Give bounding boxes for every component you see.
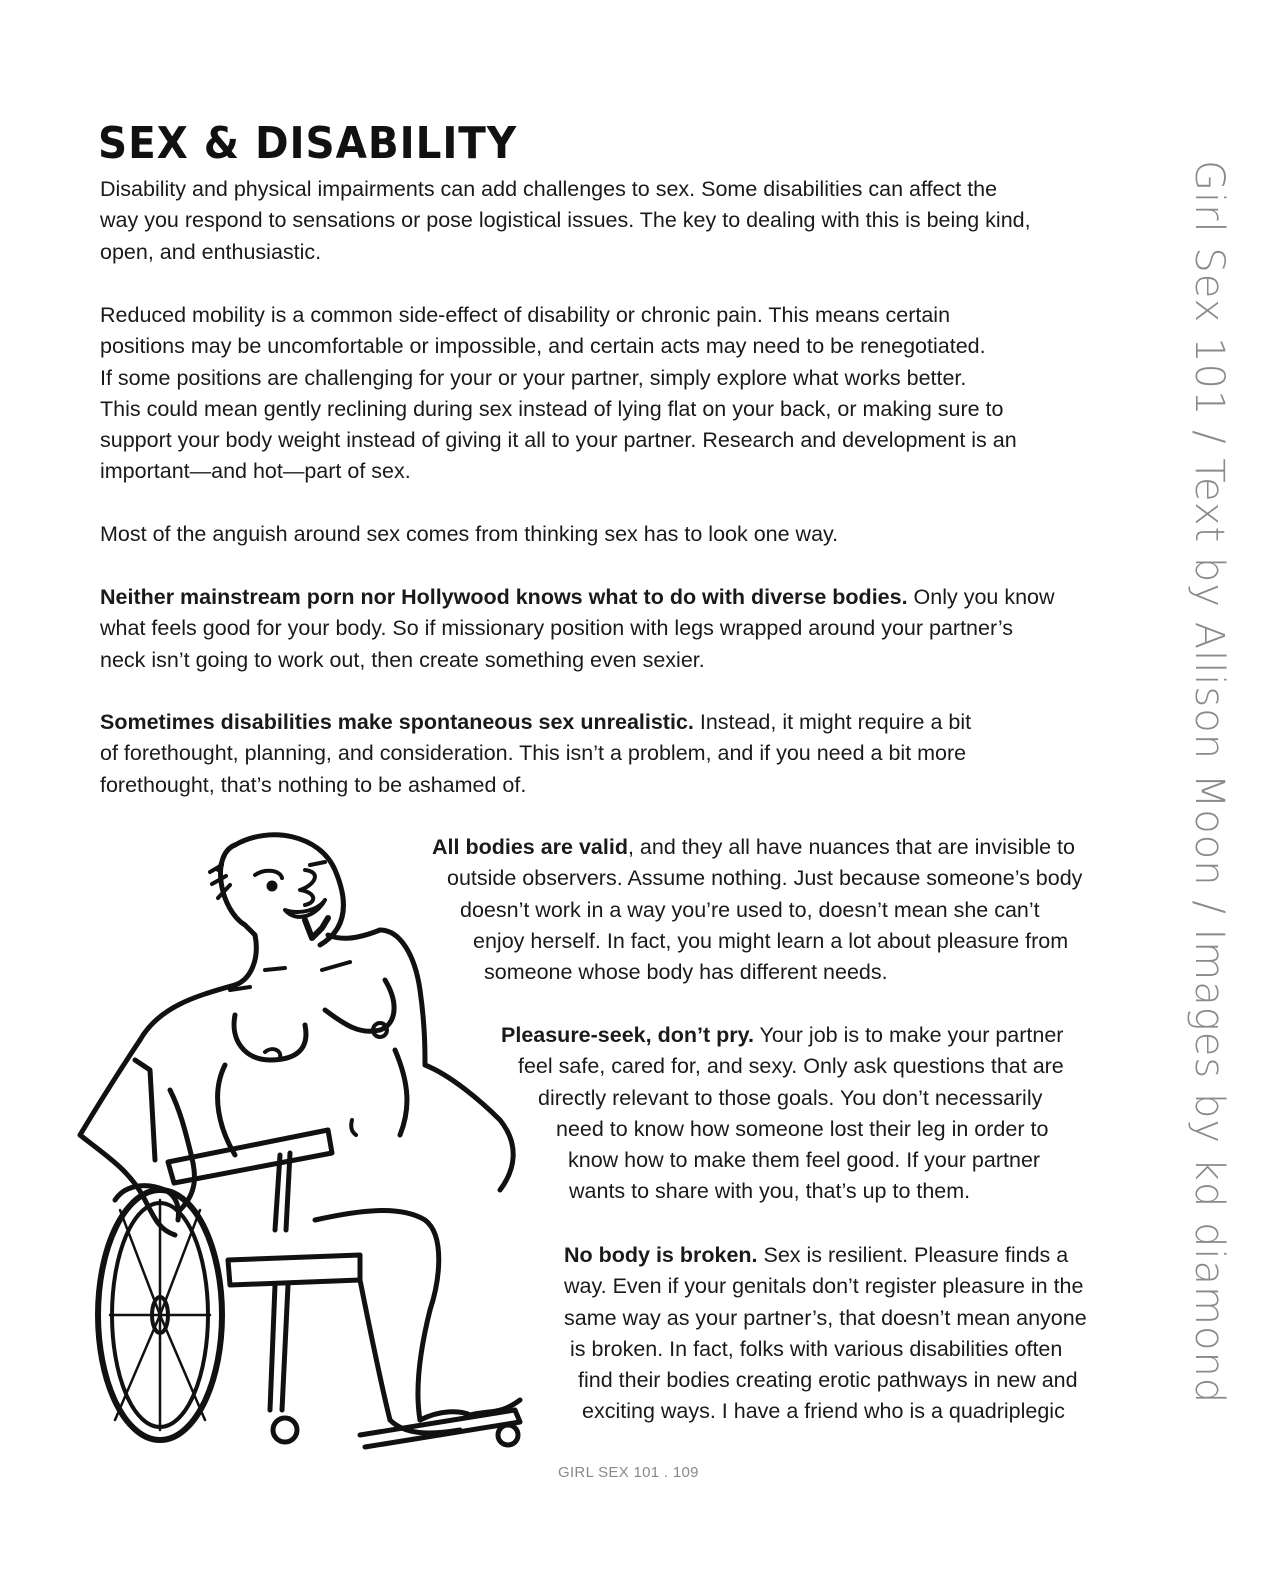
text-line: is broken. In fact, folks with various disabilities often	[570, 1336, 1063, 1361]
bold-lead: Pleasure-seek, don’t pry.	[501, 1023, 754, 1047]
text-line: Disability and physical impairments can add challenges to sex. Some disabilities can affect the	[100, 177, 998, 201]
text-line	[100, 582, 1160, 613]
text-line: If some positions are challenging for your or your partner, simply explore what works better.	[100, 365, 967, 390]
text-line: exciting ways. I have a friend who is a quadriplegic	[582, 1399, 1065, 1424]
text-line: doesn’t work in a way you’re used to, doesn’t mean she can’t	[460, 897, 1040, 922]
shoulder-right	[380, 930, 425, 1065]
text-line: outside observers. Assume nothing. Just because someone’s body	[447, 866, 1083, 891]
text-line: what feels good for your body. So if missionary position with legs wrapped around your partner’s	[100, 616, 1014, 641]
text-line: way. Even if your genitals don’t register pleasure in the	[564, 1274, 1084, 1299]
mouth	[285, 900, 325, 917]
text-line: way you respond to sensations or pose logistical issues. The key to dealing with this is being kind,	[100, 208, 1031, 233]
bold-lead: Sometimes disabilities make spontaneous sex unrealistic.	[100, 710, 694, 734]
navel	[351, 1120, 356, 1135]
lead-rest: Instead, it might require a bit	[693, 710, 972, 734]
text-line: know how to make them feel good. If your partner	[568, 1148, 1041, 1173]
collarbone-left	[265, 968, 285, 970]
shoulder-left	[140, 985, 235, 1040]
paragraph-anguish	[100, 519, 1160, 550]
caster-wheel-right	[498, 1425, 518, 1445]
bold-lead: All bodies are valid	[432, 835, 628, 859]
shin	[360, 1280, 430, 1420]
text-line: need to know how someone lost their leg in order to	[556, 1116, 1049, 1141]
paragraph-mobility	[100, 300, 1160, 488]
lead-rest: Only you know	[907, 585, 1055, 609]
arm-right	[425, 1065, 513, 1190]
bold-lead: No body is broken.	[564, 1243, 758, 1267]
paragraph-diverse-bodies	[100, 582, 1160, 676]
chair-back	[135, 1060, 155, 1160]
text-line: someone whose body has different needs.	[484, 960, 888, 985]
text-line: feel safe, cared for, and sexy. Only ask questions that are	[518, 1054, 1064, 1079]
text-line: wants to share with you, that’s up to them.	[569, 1179, 971, 1204]
lead-rest: Your job is to make your partner	[753, 1023, 1064, 1047]
goatee	[305, 918, 328, 938]
text-line: important—and hot—part of sex.	[100, 459, 411, 484]
paragraph-spontaneous	[100, 707, 1160, 801]
text-line: open, and enthusiastic.	[100, 239, 322, 264]
eye-left-pupil	[269, 883, 275, 889]
text-line: Reduced mobility is a common side-effect of disability or chronic pain. This means certain	[100, 303, 951, 327]
caster-wheel-left	[273, 1418, 297, 1442]
side-credit: Girl Sex 101 / Text by Allison Moon / Images by kd diamond	[1186, 160, 1232, 1405]
seat-bar	[228, 1255, 360, 1285]
eye-right	[310, 862, 325, 865]
breast-left	[234, 1015, 306, 1060]
text-line: This could mean gently reclining during sex instead of lying flat on your back, or making sure to	[100, 396, 1004, 421]
text-line: find their bodies creating erotic pathways in new and	[578, 1368, 1078, 1393]
collarbone-right	[322, 962, 350, 970]
text-line: neck isn’t going to work out, then create something even sexier.	[100, 647, 705, 672]
head-outline	[221, 845, 257, 985]
text-line: of forethought, planning, and consideration. This isn’t a problem, and if you need a bit more	[100, 741, 967, 766]
thigh	[315, 1211, 439, 1310]
nose	[300, 870, 315, 905]
text-line: support your body weight instead of giving it all to your partner. Research and development is an	[100, 428, 1017, 453]
belly	[218, 1050, 407, 1155]
lead-rest: , and they all have nuances that are invisible to	[627, 835, 1075, 859]
text-line: same way as your partner’s, that doesn’t mean anyone	[564, 1305, 1087, 1330]
lead-rest: Sex is resilient. Pleasure finds a	[757, 1243, 1069, 1267]
page-title: SEX & DISABILITY	[98, 118, 518, 169]
paragraph-intro	[100, 174, 1160, 268]
text-line	[100, 707, 1160, 738]
text-line: positions may be uncomfortable or impossible, and certain acts may need to be renegotiated.	[100, 334, 986, 359]
text-line: enjoy herself. In fact, you might learn a lot about pleasure from	[473, 928, 1069, 953]
person-in-wheelchair-icon	[60, 810, 530, 1450]
nipple-left	[265, 1049, 280, 1058]
bold-lead: Neither mainstream porn nor Hollywood knows what to do with diverse bodies.	[100, 585, 908, 609]
text-line: Most of the anguish around sex comes from thinking sex has to look one way.	[100, 522, 839, 546]
text-line: forethought, that’s nothing to be ashamed of.	[100, 772, 527, 797]
page-footer: GIRL SEX 101 . 109	[558, 1464, 699, 1481]
eye-left	[255, 871, 282, 878]
text-line: directly relevant to those goals. You don’t necessarily	[538, 1085, 1043, 1110]
chair-upright	[270, 1285, 288, 1410]
